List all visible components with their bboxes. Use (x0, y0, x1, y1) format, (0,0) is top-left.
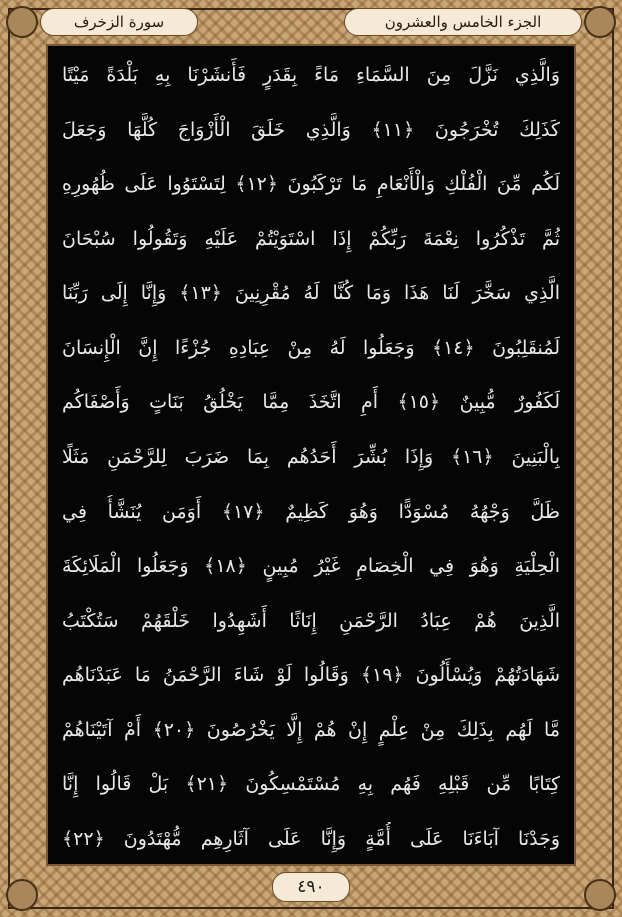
text-line: الَّذِينَ هُمْ عِبَادُ الرَّحْمَنِ إِنَاثًا أَشَهِدُوا خَلْقَهُمْ سَتُكْتَبُ (62, 609, 560, 632)
text-line: وَجَدْنَا آبَاءَنَا عَلَى أُمَّةٍ وَإِنَّا عَلَى آثَارِهِم مُّهْتَدُونَ ﴿٢٢﴾ (62, 827, 560, 850)
text-line: لَمُنقَلِبُونَ ﴿١٤﴾ وَجَعَلُوا لَهُ مِنْ عِبَادِهِ جُزْءًا إِنَّ الْإِنسَانَ (62, 336, 560, 359)
corner-ornament-icon (584, 6, 616, 38)
verse-lines (62, 58, 560, 856)
quran-text-panel (46, 44, 576, 866)
text-line: ظَلَّ وَجْهُهُ مُسْوَدًّا وَهُوَ كَظِيمٌ ﴿١٧﴾ أَوَمَن يُنَشَّأُ فِي (62, 500, 560, 523)
corner-ornament-icon (6, 6, 38, 38)
text-line: شَهَادَتُهُمْ وَيُسْأَلُونَ ﴿١٩﴾ وَقَالُوا لَوْ شَاءَ الرَّحْمَنُ مَا عَبَدْنَاهُم (62, 664, 560, 687)
text-line: لَكَفُورٌ مُّبِينٌ ﴿١٥﴾ أَمِ اتَّخَذَ مِمَّا يَخْلُقُ بَنَاتٍ وَأَصْفَاكُم (62, 391, 560, 414)
surah-name: سورة الزخرف (40, 8, 198, 36)
text-line: لَكُم مِّنَ الْفُلْكِ وَالْأَنْعَامِ مَا تَرْكَبُونَ ﴿١٢﴾ لِتَسْتَوُوا عَلَى ظُهُورِهِ (62, 173, 560, 196)
page-number: ٤٩٠ (272, 872, 350, 902)
text-line: ثُمَّ تَذْكُرُوا نِعْمَةَ رَبِّكُمْ إِذَا اسْتَوَيْتُمْ عَلَيْهِ وَتَقُولُوا سُبْحَانَ (62, 227, 560, 250)
text-line: مَّا لَهُم بِذَلِكَ مِنْ عِلْمٍ إِنْ هُمْ إِلَّا يَخْرُصُونَ ﴿٢٠﴾ أَمْ آتَيْنَاهُمْ (62, 718, 560, 741)
text-line: الْحِلْيَةِ وَهُوَ فِي الْخِصَامِ غَيْرُ مُبِينٍ ﴿١٨﴾ وَجَعَلُوا الْمَلَائِكَةَ (62, 555, 560, 578)
text-line: كَذَلِكَ تُخْرَجُونَ ﴿١١﴾ وَالَّذِي خَلَقَ الْأَزْوَاجَ كُلَّهَا وَجَعَلَ (62, 118, 560, 141)
page-footer (0, 871, 622, 903)
juz-name: الجزء الخامس والعشرون (344, 8, 582, 36)
text-line: كِتَابًا مِّن قَبْلِهِ فَهُم بِهِ مُسْتَمْسِكُونَ ﴿٢١﴾ بَلْ قَالُوا إِنَّا (62, 773, 560, 796)
text-line: الَّذِي سَخَّرَ لَنَا هَذَا وَمَا كُنَّا لَهُ مُقْرِنِينَ ﴿١٣﴾ وَإِنَّا إِلَى رَبِّنَا (62, 282, 560, 305)
text-line: بِالْبَنِينَ ﴿١٦﴾ وَإِذَا بُشِّرَ أَحَدُهُم بِمَا ضَرَبَ لِلرَّحْمَنِ مَثَلًا (62, 445, 560, 468)
page-header (40, 6, 582, 38)
text-line: وَالَّذِي نَزَّلَ مِنَ السَّمَاءِ مَاءً بِقَدَرٍ فَأَنشَرْنَا بِهِ بَلْدَةً مَيْتًا (62, 64, 560, 86)
